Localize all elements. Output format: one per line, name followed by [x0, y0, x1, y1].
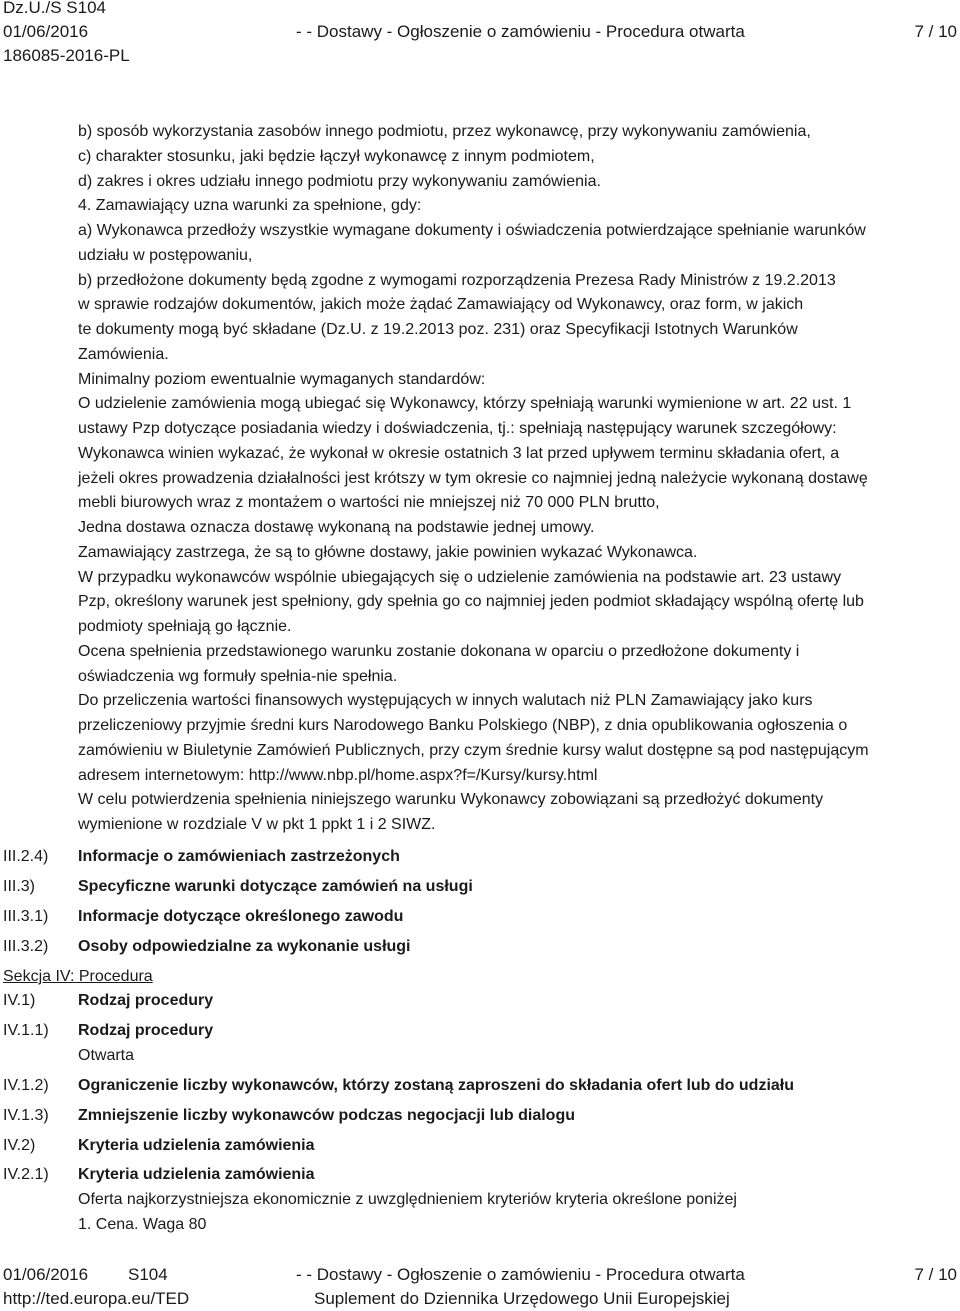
price-weight-line: [0, 1213, 958, 1237]
closing-line: W celu potwierdzenia spełnienia niniejszego warunku Wykonawcy zobowiązani są przedłożyć dokumenty: [78, 791, 824, 809]
footer-publisher: Suplement do Dziennika Urzędowego Unii Europejskiej: [314, 1289, 730, 1308]
section-title: Ograniczenie liczby wykonawców, którzy zostaną zaproszeni do składania ofert lub do udziału: [78, 1077, 794, 1094]
body-line: b) sposób wykorzystania zasobów innego podmiotu, przez wykonawcę, przy wykonywaniu zamówienia,: [78, 123, 811, 140]
body-line: przeliczeniowy przyjmie średni kurs Narodowego Banku Polskiego (NBP), z dnia opublikowania ogłoszenia o: [78, 717, 848, 734]
body-line: te dokumenty mogą być składane (Dz.U. z 19.2.2013 poz. 231) oraz Specyfikacji Istotnych Warunków: [78, 321, 798, 338]
section-iv-heading-row: [0, 965, 958, 989]
address-prefix: adresem internetowym:: [78, 766, 249, 784]
body-line: d) zakres i okres udziału innego podmiotu przy wykonywaniu zamówienia.: [78, 172, 601, 190]
body-line: W przypadku wykonawców wspólnie ubiegających się o udzielenie zamówienia na podstawie art. 23 ustawy: [78, 568, 842, 586]
address-line: [78, 764, 958, 789]
closing-lines: [78, 788, 958, 838]
section-number: IV.2.1): [3, 1166, 49, 1183]
section-iv-1-2: [0, 1074, 958, 1098]
section-title: Specyficzne warunki dotyczące zamówień na usługi: [78, 878, 473, 895]
header-page-number: 7 / 10: [914, 22, 957, 41]
header-date: 01/06/2016: [3, 22, 89, 41]
body-line: Pzp, określony warunek jest spełniony, gdy spełnia go co najmniej jeden podmiot składający wspólną ofertę lub: [78, 593, 864, 611]
body-line: 4. Zamawiający uzna warunki za spełnione, gdy:: [78, 197, 422, 215]
footer-title: - - Dostawy - Ogłoszenie o zamówieniu - Procedura otwarta: [296, 1265, 745, 1284]
section-title: Informacje o zamówieniach zastrzeżonych: [78, 848, 400, 865]
body-line: udziału w postępowaniu,: [78, 246, 253, 264]
footer-url[interactable]: http://ted.europa.eu/TED: [3, 1289, 190, 1308]
body-line: mebli biurowych wraz z montażem o wartości nie mniejszej niż 70 000 PLN brutto,: [78, 494, 660, 512]
section-number: IV.1.1): [3, 1022, 49, 1039]
document-id: 186085-2016-PL: [3, 46, 130, 65]
section-number: IV.1.3): [3, 1107, 49, 1124]
section-iii-2-4: [0, 845, 958, 869]
section-iv-2: [0, 1134, 958, 1158]
body-line: Jedna dostawa oznacza dostawę wykonaną na podstawie jednej umowy.: [78, 519, 595, 536]
section-number: IV.1): [3, 992, 36, 1009]
section-iii-3-1: [0, 905, 958, 929]
body-line: Zamawiający zastrzega, że są to główne dostawy, jakie powinien wykazać Wykonawca.: [78, 543, 698, 561]
section-title: Rodzaj procedury: [78, 992, 214, 1009]
body-line: Do przeliczenia wartości finansowych występujących w innych walutach niż PLN Zamawiający jako kurs: [78, 692, 813, 710]
footer-date: 01/06/2016: [3, 1265, 89, 1284]
section-iii-3: [0, 875, 958, 899]
award-criteria-text: Oferta najkorzystniejsza ekonomicznie z uwzględnieniem kryteriów kryteria określone poniżej: [78, 1191, 737, 1208]
section-number: III.3.1): [3, 908, 49, 925]
section-number: III.2.4): [3, 848, 49, 865]
header-title: - - Dostawy - Ogłoszenie o zamówieniu - Procedura otwarta: [296, 22, 745, 41]
section-title: Kryteria udzielenia zamówienia: [78, 1166, 315, 1183]
body-text: [78, 120, 958, 838]
section-title: Osoby odpowiedzialne za wykonanie usługi: [78, 938, 411, 955]
price-weight-text: 1. Cena. Waga 80: [78, 1216, 207, 1233]
body-line: O udzielenie zamówienia mogą ubiegać się Wykonawcy, którzy spełniają warunki wymienione w art. 22 ust. 1: [78, 395, 852, 413]
section-title: Rodzaj procedury: [78, 1022, 214, 1039]
body-line: b) przedłożone dokumenty będą zgodne z wymogami rozporządzenia Prezesa Rady Ministrów z 19.2.2013: [78, 271, 836, 289]
section-iv-2-1: [0, 1163, 958, 1187]
body-line: ustawy Pzp dotyczące posiadania wiedzy i doświadczenia, tj.: spełniają następujący warunek szczegółowy:: [78, 420, 837, 437]
body-line: podmioty spełniają go łącznie.: [78, 618, 292, 635]
section-title: Informacje dotyczące określonego zawodu: [78, 908, 404, 925]
section-iv-1-1: [0, 1019, 958, 1043]
section-iv-1: [0, 989, 958, 1013]
body-line: oświadczenia wg formuły spełnia-nie spełnia.: [78, 667, 398, 685]
body-line: Wykonawca winien wykazać, że wykonał w okresie ostatnich 3 lat przed upływem terminu składania ofert, a: [78, 444, 840, 462]
section-title: Kryteria udzielenia zamówienia: [78, 1137, 315, 1154]
footer-series: S104: [128, 1265, 168, 1284]
section-iii-3-2: [0, 935, 958, 959]
section-number: IV.1.2): [3, 1077, 49, 1094]
journal-ref: Dz.U./S S104: [3, 0, 106, 17]
body-line: zamówieniu w Biuletynie Zamówień Publicznych, przy czym średnie kursy walut dostępne są pod następującym: [78, 741, 869, 759]
body-line: Minimalny poziom ewentualnie wymaganych standardów:: [78, 370, 486, 388]
procedure-type-value: Otwarta: [78, 1047, 135, 1064]
nbp-rates-link[interactable]: http://www.nbp.pl/home.aspx?f=/Kursy/kursy.html: [248, 766, 598, 784]
body-line: jeżeli okres prowadzenia działalności jest krótszy w tym okresie co najmniej jedną należycie wykonaną dostawę: [78, 469, 868, 487]
body-lines: [78, 120, 958, 764]
body-line: c) charakter stosunku, jaki będzie łączył wykonawcę z innym podmiotem,: [78, 147, 595, 165]
closing-line: wymienione w rozdziale V w pkt 1 ppkt 1 i 2 SIWZ.: [78, 816, 436, 833]
body-line: w sprawie rodzajów dokumentów, jakich może żądać Zamawiający od Wykonawcy, oraz form, w jakich: [78, 296, 804, 314]
section-number: IV.2): [3, 1137, 36, 1154]
award-criteria-line: [0, 1188, 958, 1212]
section-iv-1-3: [0, 1104, 958, 1128]
body-line: Zamówienia.: [78, 345, 169, 363]
section-iv-heading: Sekcja IV: Procedura: [3, 968, 153, 985]
footer-page-number: 7 / 10: [914, 1265, 957, 1284]
section-iv-1-1-value-row: [0, 1044, 958, 1068]
section-number: III.3): [3, 878, 36, 895]
body-line: a) Wykonawca przedłoży wszystkie wymagane dokumenty i oświadczenia potwierdzające spełnianie warunków: [78, 222, 866, 239]
section-title: Zmniejszenie liczby wykonawców podczas negocjacji lub dialogu: [78, 1107, 575, 1124]
section-number: III.3.2): [3, 938, 49, 955]
body-line: Ocena spełnienia przedstawionego warunku zostanie dokonana w oparciu o przedłożone dokumenty i: [78, 642, 800, 660]
